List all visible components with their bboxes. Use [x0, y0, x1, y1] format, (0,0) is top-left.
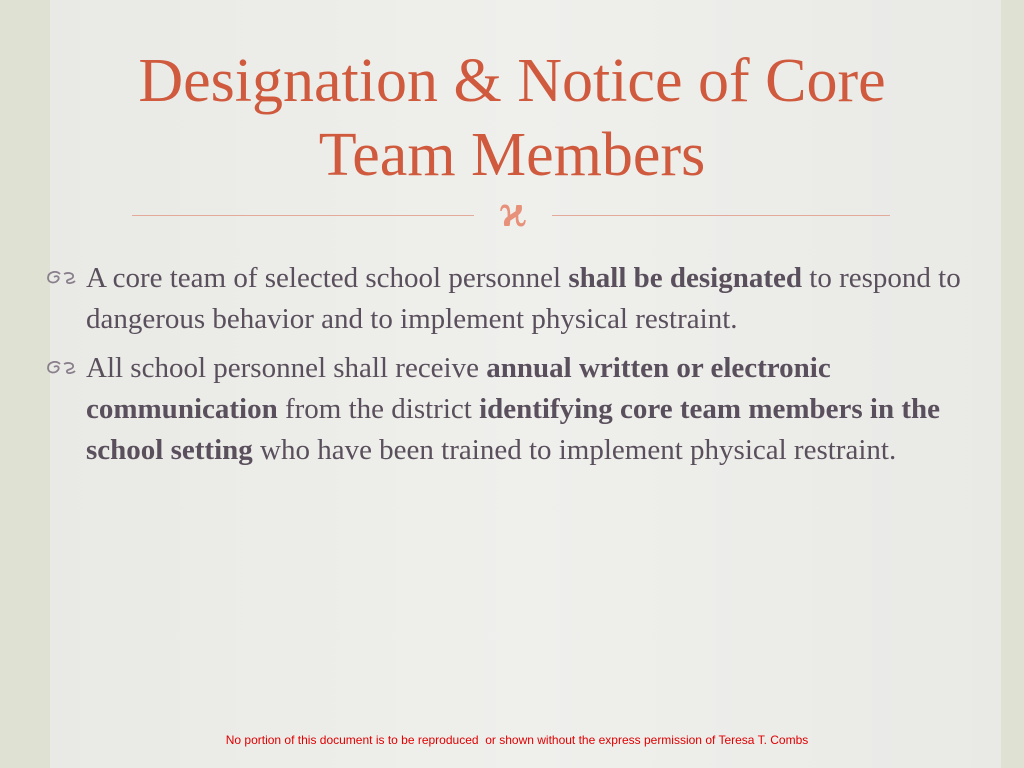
bullet-text-2d: identifying core team members in the school setting [86, 393, 941, 466]
bullet-text-2a: All school personnel shall receive [86, 352, 487, 384]
bullet-item [44, 258, 964, 340]
bullet-list [44, 258, 964, 479]
bullet-text-2b: annual written or electronic communication [86, 352, 831, 425]
title-line-2: Team Members [318, 121, 706, 189]
slide-title [0, 44, 1024, 192]
copyright-footer: No portion of this document is to be reproduced or shown without the express permission of Teresa T. Combs [225, 733, 809, 747]
title-divider-left [132, 215, 474, 216]
bullet-text-2c: from the district [277, 393, 480, 425]
bullet-text-1b: shall be designated [568, 262, 803, 294]
bullet-text-2e: who have been trained to implement physical restraint. [252, 434, 897, 466]
flourish-bullet-icon [44, 348, 82, 389]
bullet-item [44, 348, 964, 471]
title-divider-right [552, 215, 890, 216]
title-line-1: Designation & Notice of Core [138, 47, 886, 115]
curly-flourish-icon: ϰ [499, 185, 527, 236]
bullet-text-1a: A core team of selected school personnel [86, 262, 569, 294]
flourish-bullet-icon [44, 258, 82, 299]
bullet-text-1c: to respond to dangerous behavior and to implement physical restraint. [86, 262, 961, 335]
